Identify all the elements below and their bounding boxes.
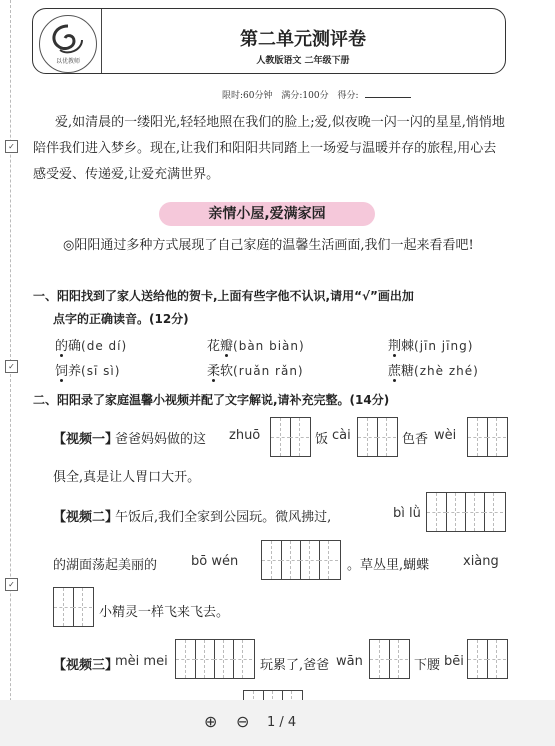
margin-mark-2: ✓ <box>5 360 18 373</box>
pinyin-item: 荆棘(jīn jīng) <box>388 339 474 354</box>
video-2-line: 【视频二】 午饭后,我们全家到公园玩。微风拂过, bì lǜ <box>53 498 513 528</box>
tian-grid[interactable] <box>175 639 255 679</box>
pinyin-item: 花瓣(bàn biàn) <box>207 339 305 354</box>
pinyin-item: 饲养(sī sì) <box>55 364 121 379</box>
tian-grid[interactable] <box>243 690 303 700</box>
page-title: 第二单元测评卷 <box>240 29 366 50</box>
pdf-toolbar <box>0 700 555 746</box>
score-blank[interactable] <box>365 97 411 98</box>
intro-paragraph: 爱,如清晨的一缕阳光,轻轻地照在我们的脸上;爱,似夜晚一闪一闪的星星,悄悄地陪伴我们进入梦乡。现在,让我们和阳阳共同踏上一场爱与温暖并存的旅程,用心去感受爱、传递爱,让爱充满世界。 <box>33 115 505 182</box>
tian-grid[interactable] <box>467 417 508 457</box>
video-3-line: 【视频三】 mèi mei 玩累了,爸爸 wān 下腰 bēi <box>53 646 513 676</box>
pinyin-item: 蔗糖(zhè zhé) <box>388 364 479 379</box>
page-subtitle: 人教版语文 二年级下册 <box>256 56 350 66</box>
pinyin-options[interactable]: (zhè zhé) <box>414 364 479 378</box>
header-divider <box>101 9 102 73</box>
binding-line <box>10 0 11 746</box>
video-2-line-3: 小精灵一样飞来飞去。 <box>53 593 513 623</box>
lead-paragraph: ◎阳阳通过多种方式展现了自己家庭的温馨生活画面,我们一起来看看吧! <box>63 238 474 253</box>
tian-grid[interactable] <box>467 639 508 679</box>
video-2-line-2: 的湖面荡起美丽的 bō wén 。草丛里,蝴蝶 xiàng <box>53 546 513 576</box>
question-1-title: 一、阳阳找到了家人送给他的贺卡,上面有些字他不认识,请用“√”画出加 <box>33 289 414 303</box>
video-1-line-2: 俱全,真是让人胃口大开。 <box>53 470 201 485</box>
exam-page <box>22 0 531 700</box>
pinyin-options[interactable]: (bàn biàn) <box>233 339 305 353</box>
pinyin-options[interactable]: (jīn jīng) <box>414 339 474 353</box>
time-limit: 限时:60分钟 <box>222 91 273 101</box>
pinyin-item: 柔软(ruǎn rǎn) <box>207 364 304 379</box>
zoom-in-icon[interactable]: ⊕ <box>204 712 218 731</box>
publisher-logo <box>39 15 97 73</box>
margin-mark-1: ✓ <box>5 140 18 153</box>
right-margin <box>531 0 555 700</box>
pinyin-item: 的确(de dí) <box>55 339 128 354</box>
left-margin <box>0 0 23 746</box>
full-score: 满分:100分 <box>281 91 329 101</box>
pinyin-options[interactable]: (ruǎn rǎn) <box>233 364 304 378</box>
tian-grid[interactable] <box>261 540 341 580</box>
pinyin-options[interactable]: (de dí) <box>81 339 128 353</box>
video-1-line: 【视频一】 爸爸妈妈做的这 zhuō 饭 cài 色香 wèi <box>53 420 513 450</box>
tian-grid[interactable] <box>369 639 410 679</box>
question-2-title: 二、阳阳录了家庭温馨小视频并配了文字解说,请补充完整。(14分) <box>33 393 390 407</box>
score-label: 得分: <box>337 91 359 101</box>
video-1-label: 【视频一】 <box>53 432 119 447</box>
logo-text: 以优教师 <box>55 58 80 65</box>
tian-grid[interactable] <box>357 417 398 457</box>
tian-grid[interactable] <box>53 587 94 627</box>
pinyin-options[interactable]: (sī sì) <box>81 364 121 378</box>
tian-grid[interactable] <box>270 417 311 457</box>
tian-grid[interactable] <box>426 492 506 532</box>
header-box <box>32 8 506 74</box>
exam-meta <box>222 88 417 101</box>
margin-mark-3: ✓ <box>5 578 18 591</box>
video-2-label: 【视频二】 <box>53 510 119 525</box>
section-banner: 亲情小屋,爱满家园 <box>159 202 375 226</box>
question-1-title-cont: 点字的正确读音。(12分) <box>53 312 189 326</box>
video-3-label: 【视频三】 <box>53 658 119 673</box>
page-indicator: 1 / 4 <box>267 715 297 730</box>
zoom-out-icon[interactable]: ⊖ <box>236 712 250 731</box>
